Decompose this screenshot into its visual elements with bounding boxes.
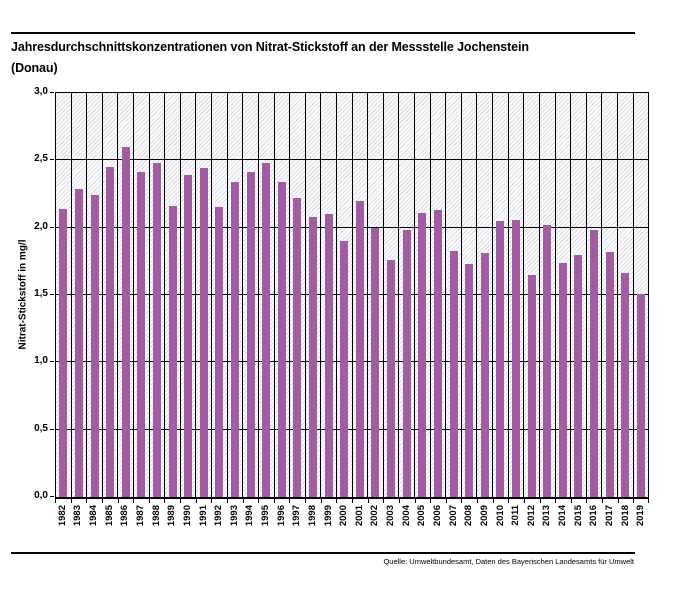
year-cell [72,93,88,497]
x-tick-label: 2009 [478,505,490,527]
x-tick [383,499,384,503]
x-tick-label: 2015 [572,505,584,527]
x-tick-label: 1983 [72,505,84,527]
year-cell [587,93,603,497]
x-tick [586,499,587,503]
bar [543,225,551,497]
x-tick [102,499,103,503]
year-cell [415,93,431,497]
bar [434,210,442,497]
year-cell [228,93,244,497]
x-tick-label: 1985 [103,505,115,527]
year-cell [103,93,119,497]
x-tick-label: 2005 [416,505,428,527]
y-tick [50,496,54,497]
x-tick-label: 1988 [150,505,162,527]
x-tick [352,499,353,503]
x-tick [508,499,509,503]
y-tick [50,361,54,362]
x-tick-label: 1995 [260,505,272,527]
bar [606,252,614,497]
x-tick [211,499,212,503]
x-tick-label: 2001 [353,505,365,527]
x-tick [415,499,416,503]
source-note: Quelle: Umweltbundesamt, Daten des Bayerischen Landesamts für Umwelt [383,557,634,566]
x-tick [493,499,494,503]
y-tick [50,294,54,295]
x-tick-label: 1990 [181,505,193,527]
x-tick [321,499,322,503]
y-tick-label: 0,0 [34,490,48,501]
x-tick [430,499,431,503]
year-cell [259,93,275,497]
bar [356,201,364,497]
bar [262,163,270,497]
x-tick [633,499,634,503]
year-cell [618,93,634,497]
year-cell [306,93,322,497]
x-tick-label: 2002 [369,505,381,527]
bar [59,209,67,497]
year-cell [509,93,525,497]
bar [75,189,83,497]
year-cell [524,93,540,497]
bar [247,172,255,497]
year-cell [337,93,353,497]
x-tick [243,499,244,503]
bar [169,206,177,497]
year-cell [634,93,649,497]
year-cell [368,93,384,497]
year-cell [384,93,400,497]
year-cell [462,93,478,497]
bar [512,220,520,497]
plot-area [55,92,649,499]
y-tick [50,227,54,228]
x-tick [149,499,150,503]
bar [590,230,598,497]
y-tick-label: 2,5 [34,153,48,165]
bar [371,228,379,497]
x-tick [618,499,619,503]
year-cell [477,93,493,497]
bar [574,255,582,497]
x-tick-label: 1993 [228,505,240,527]
x-tick-label: 1987 [134,505,146,527]
x-tick-label: 2004 [400,505,412,527]
year-cell [165,93,181,497]
bottom-divider [11,552,635,554]
x-tick-label: 1994 [244,505,256,527]
x-tick [305,499,306,503]
year-cell [431,93,447,497]
x-tick-label: 1992 [213,505,225,527]
x-tick [274,499,275,503]
x-tick [71,499,72,503]
x-tick [118,499,119,503]
bar [450,251,458,497]
x-tick-label: 2011 [510,505,522,526]
chart-title-line1: Jahresdurchschnittskonzentrationen von Nitrat-Stickstoff an der Messstelle Jochenstein [11,40,529,54]
x-tick-label: 1997 [291,505,303,527]
year-cell [399,93,415,497]
bar [309,217,317,497]
x-tick [55,499,56,503]
x-tick [555,499,556,503]
x-tick-label: 2019 [635,505,647,527]
year-cell [556,93,572,497]
year-cell [353,93,369,497]
x-tick-label: 1998 [306,505,318,527]
x-tick-label: 1999 [322,505,334,527]
bar [184,175,192,497]
x-tick [196,499,197,503]
x-tick-label: 1989 [166,505,178,527]
x-tick-label: 2003 [385,505,397,527]
x-tick [602,499,603,503]
x-tick [289,499,290,503]
year-cell [275,93,291,497]
x-tick-label: 2013 [541,505,553,527]
bar [293,198,301,497]
y-tick-label: 3,0 [34,86,48,97]
year-cell [134,93,150,497]
chart-title-line2: (Donau) [11,61,58,75]
x-tick [336,499,337,503]
x-tick-label: 1991 [197,505,209,527]
year-cell [56,93,72,497]
year-cell [602,93,618,497]
top-divider [11,32,635,34]
y-tick-label: 2,0 [34,220,48,232]
bar [418,213,426,497]
x-tick [446,499,447,503]
x-tick-label: 2016 [588,505,600,527]
bar [215,207,223,497]
x-tick [524,499,525,503]
year-cell [321,93,337,497]
year-cell [493,93,509,497]
y-tick [50,92,54,93]
x-tick-label: 2014 [557,505,569,527]
x-tick-label: 2007 [447,505,459,527]
x-tick [180,499,181,503]
bar [637,294,645,497]
year-cell [446,93,462,497]
bar [278,182,286,497]
bar [137,172,145,497]
chart-title [11,37,661,79]
x-tick [461,499,462,503]
bar [122,147,130,497]
bar [325,214,333,497]
bar [106,167,114,497]
x-tick-label: 2008 [463,505,475,527]
x-tick [477,499,478,503]
bar [496,221,504,497]
bar [481,253,489,497]
bar [559,263,567,497]
y-axis-title: Nitrat-Stickstoff in mg/l [17,239,29,350]
y-tick [50,159,54,160]
year-cell [196,93,212,497]
bar [387,260,395,497]
year-cell [243,93,259,497]
year-cell [150,93,166,497]
year-cell [212,93,228,497]
x-tick-label: 1996 [275,505,287,527]
year-cell [118,93,134,497]
x-tick-label: 2012 [525,505,537,527]
bar [465,264,473,497]
x-tick [164,499,165,503]
year-cell [181,93,197,497]
x-tick-label: 1986 [119,505,131,527]
y-tick-label: 1,0 [34,355,48,367]
x-tick [227,499,228,503]
bar-cells [56,93,648,497]
bar [231,182,239,497]
x-tick [399,499,400,503]
y-tick-label: 0,5 [34,422,48,434]
bar [403,230,411,497]
year-cell [87,93,103,497]
bar [200,168,208,497]
bar [91,195,99,497]
x-tick [133,499,134,503]
x-tick-label: 2017 [603,505,615,527]
year-cell [290,93,306,497]
x-tick-label: 2000 [338,505,350,527]
x-tick [368,499,369,503]
x-tick [258,499,259,503]
x-tick [540,499,541,503]
bar [153,163,161,497]
bar [621,273,629,497]
x-tick-label: 1984 [88,505,100,527]
year-cell [540,93,556,497]
x-tick-label: 2018 [619,505,631,527]
y-tick-label: 1,5 [34,288,48,299]
x-tick [86,499,87,503]
year-cell [571,93,587,497]
bar [528,275,536,497]
x-tick [571,499,572,503]
x-tick [648,499,649,503]
y-tick [50,429,54,430]
x-tick-label: 1982 [56,505,68,527]
bar [340,241,348,497]
x-tick-label: 2010 [494,505,506,527]
x-tick-label: 2006 [431,505,443,527]
